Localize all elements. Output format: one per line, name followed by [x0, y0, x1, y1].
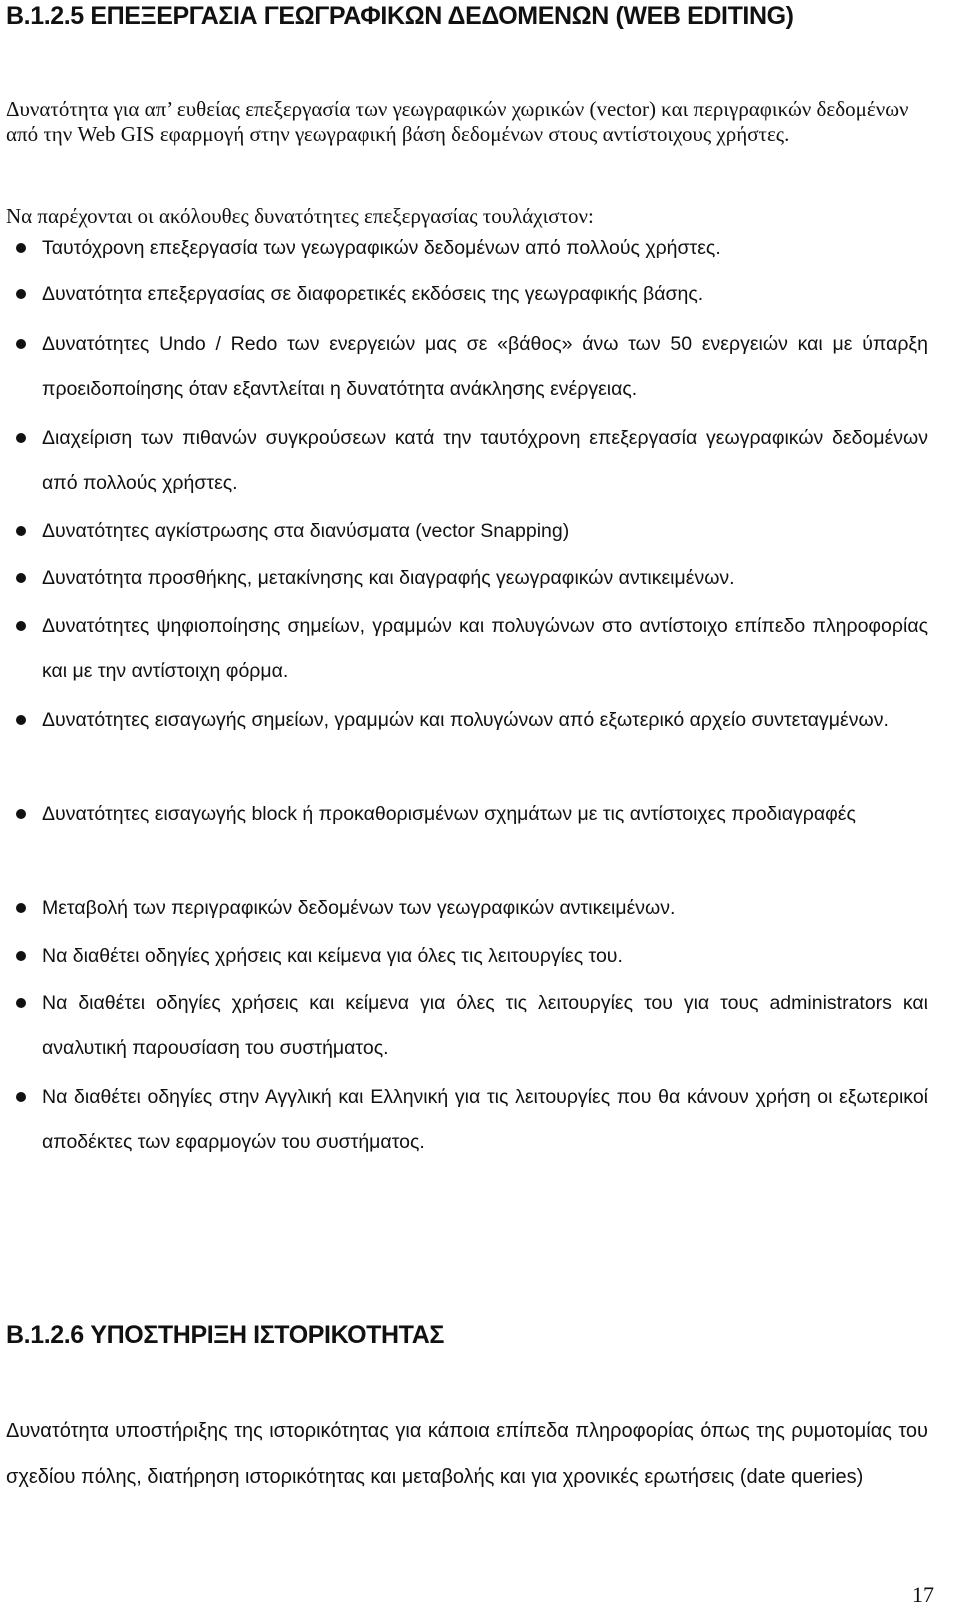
list-item [42, 886, 928, 931]
section-title-historicity: B.1.2.6 ΥΠΟΣΤΗΡΙΞΗ ΙΣΤΟΡΙΚΟΤΗΤΑΣ [6, 1321, 444, 1349]
list-item-text: Να διαθέτει οδηγίες χρήσεις και κείμενα για όλες τις λειτουργίες του για τους administrators και αναλυτική παρουσίαση του συστήματος. [42, 992, 928, 1059]
list-item-text: Να διαθέτει οδηγίες χρήσεις και κείμενα για όλες τις λειτουργίες του. [42, 945, 623, 967]
bullet-dot-icon [16, 951, 26, 961]
bullet-dot-icon [16, 289, 26, 299]
page-number: 17 [912, 1582, 934, 1607]
bullet-dot-icon [16, 903, 26, 913]
list-item [42, 792, 928, 837]
list-item-text: Δυνατότητες ψηφιοποίησης σημείων, γραμμών και πολυγώνων στο αντίστοιχο επίπεδο πληροφορίας και με την αντίστοιχη φόρμα. [42, 615, 928, 682]
list-item [42, 272, 928, 317]
list-item [42, 322, 928, 412]
list-item-text: Να διαθέτει οδηγίες στην Αγγλική και Ελληνική για τις λειτουργίες που θα κάνουν χρήση οι εξωτερικοί αποδέκτες των εφαρμογών του συστήματος. [42, 1086, 928, 1153]
bullet-dot-icon [16, 1092, 26, 1102]
list-item-text: Δυνατότητες εισαγωγής block ή προκαθορισμένων σχημάτων με τις αντίστοιχες προδιαγραφές [42, 803, 856, 825]
bullet-dot-icon [16, 715, 26, 725]
list-item-text: Δυνατότητα προσθήκης, μετακίνησης και διαγραφής γεωγραφικών αντικειμένων. [42, 567, 735, 589]
intro-paragraph: Δυνατότητα για απ’ ευθείας επεξεργασία των γεωγραφικών χωρικών (vector) και περιγραφικών δεδομένων από την Web GIS εφαρμογή στην γεωγραφική βάση δεδομένων στους αντίστοιχους χρήστες. [6, 97, 909, 146]
bullet-dot-icon [16, 621, 26, 631]
list-item [42, 934, 928, 979]
list-item [42, 509, 928, 554]
list-item [42, 981, 928, 1071]
bullet-dot-icon [16, 433, 26, 443]
list-item [42, 604, 928, 694]
bullet-dot-icon [16, 998, 26, 1008]
list-item-text: Ταυτόχρονη επεξεργασία των γεωγραφικών δεδομένων από πολλούς χρήστες. [42, 237, 721, 259]
list-item-text: Δυνατότητα επεξεργασίας σε διαφορετικές εκδόσεις της γεωγραφικής βάσης. [42, 283, 704, 305]
section-title-web-editing: B.1.2.5 ΕΠΕΞΕΡΓΑΣΙΑ ΓΕΩΓΡΑΦΙΚΩΝ ΔΕΔΟΜΕΝΩΝ (WEB EDITING) [6, 2, 794, 30]
bullet-dot-icon [16, 573, 26, 583]
list-item-text: Δυνατότητες εισαγωγής σημείων, γραμμών και πολυγώνων από εξωτερικό αρχείο συντεταγμένων. [42, 709, 889, 731]
list-item-text: Δυνατότητες αγκίστρωσης στα διανύσματα (vector Snapping) [42, 520, 570, 542]
list-item-text: Μεταβολή των περιγραφικών δεδομένων των γεωγραφικών αντικειμένων. [42, 897, 676, 919]
list-item-text: Δυνατότητες Undo / Redo των ενεργειών μας σε «βάθος» άνω των 50 ενεργειών και με ύπαρξη προειδοποίησης όταν εξαντλείται η δυνατότητα ανάκλησης ενέργειας. [42, 333, 928, 400]
list-item [42, 698, 928, 743]
bullet-dot-icon [16, 243, 26, 253]
list-item-text: Διαχείριση των πιθανών συγκρούσεων κατά την ταυτόχρονη επεξεργασία γεωγραφικών δεδομένων από πολλούς χρήστες. [42, 427, 928, 494]
lead-paragraph: Να παρέχονται οι ακόλουθες δυνατότητες επεξεργασίας τουλάχιστον: [6, 204, 594, 228]
historicity-paragraph: Δυνατότητα υποστήριξης της ιστορικότητας για κάποια επίπεδα πληροφορίας όπως της ρυμοτομίας του σχεδίου πόλης, διατήρηση ιστορικότητας και μεταβολής και για χρονικές ερωτήσεις (date queries) [6, 1420, 928, 1488]
bullet-dot-icon [16, 809, 26, 819]
list-item [42, 226, 928, 271]
list-item [42, 556, 928, 601]
bullet-dot-icon [16, 339, 26, 349]
list-item [42, 416, 928, 506]
list-item [42, 1075, 928, 1165]
bullet-dot-icon [16, 526, 26, 536]
